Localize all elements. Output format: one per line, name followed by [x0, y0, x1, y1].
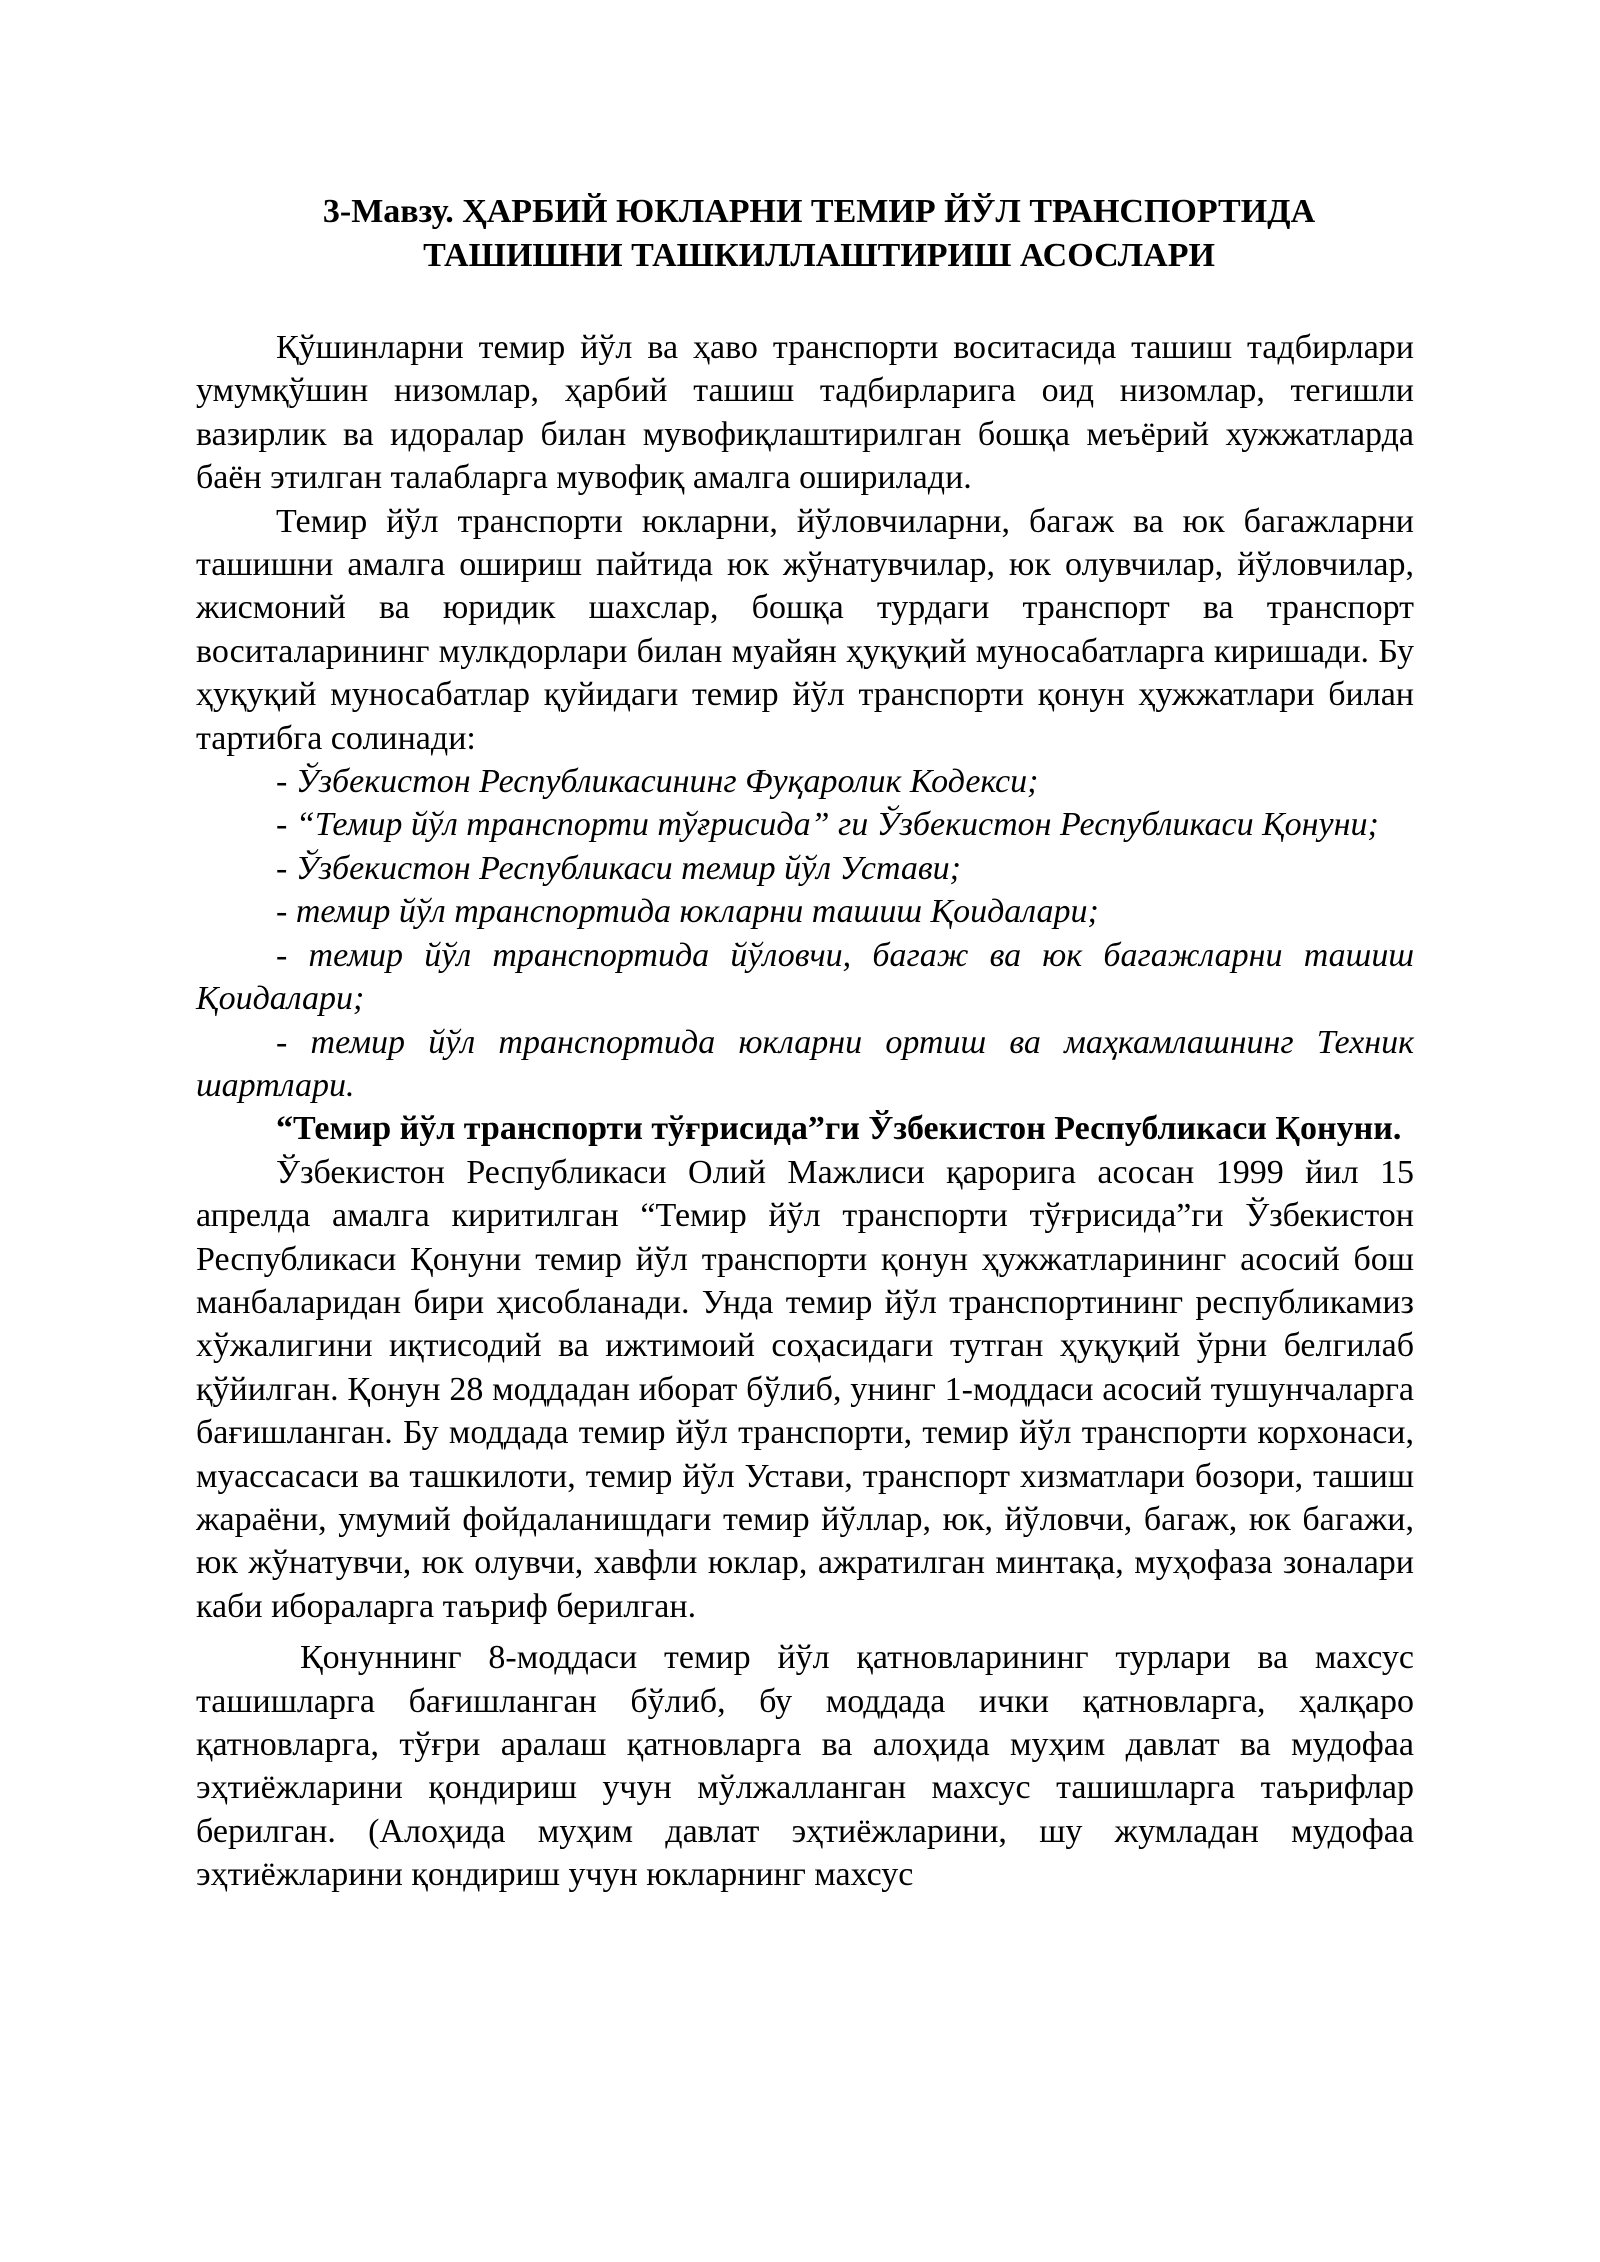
- title-line-1: 3-Мавзу. ҲАРБИЙ ЮКЛАРНИ ТЕМИР ЙЎЛ ТРАНСПОРТИДА: [322, 193, 1316, 230]
- list-item-civil-code: - Ўзбекистон Республикасининг Фуқаролик Кодекси;: [276, 763, 1039, 801]
- list-item-railway-law: - “Темир йўл транспорти тўғрисида” ги Ўзбекистон Республикаси Қонуни;: [276, 806, 1379, 844]
- list-item-cargo-rules: - темир йўл транспортида юкларни ташиш Қоидалари;: [276, 893, 1099, 931]
- title-line-2: ТАШИШНИ ТАШКИЛЛАШТИРИШ АСОСЛАРИ: [423, 237, 1215, 274]
- intro-paragraph: Қўшинларни темир йўл ва ҳаво транспорти воситасида ташиш тадбирлари умумқўшин низомлар, ҳарбий ташиш тадбирларига оид низомлар, тегишли вазирлик ва идоралар билан мувофиқлаштирилган бошқа меъёрий хужжатларда баён этилган талабларга мувофиқ амалга оширилади.: [196, 329, 1414, 497]
- list-item-passenger-rules: - темир йўл транспортида йўловчи, багаж ва юк багажларни ташиш Қоидалари;: [196, 936, 1414, 1018]
- law-paragraph-2: Қонуннинг 8-моддаси темир йўл қатновларининг турлари ва махсус ташишларга бағишланган бўлиб, бу моддада ички қатновларга, ҳалқаро қатновларга, тўғри аралаш қатновларга ва алоҳида муҳим давлат ва мудофаа эҳтиёжларини қондириш учун мўлжалланган махсус ташишларга таърифлар берилган. (Алоҳида муҳим давлат эҳтиёжларини, шу жумладан мудофаа эҳтиёжларини қондириш учун юкларнинг махсус: [196, 1639, 1414, 1894]
- law-paragraph-1: Ўзбекистон Республикаси Олий Мажлиси қарорига асосан 1999 йил 15 апрелда амалга киритилган “Темир йўл транспорти тўғрисида”ги Ўзбекистон Республикаси Қонуни темир йўл транспорти қонун ҳужжатларининг асосий бош манбаларидан бири ҳисобланади. Унда темир йўл транспортининг республикамиз хўжалигини иқтисодий ва ижтимоий соҳасидаги тутган ҳуқуқий ўрни белгилаб қўйилган. Қонун 28 моддадан иборат бўлиб, унинг 1-моддаси асосий тушунчаларга бағишланган. Бу моддада темир йўл транспорти, темир йўл транспорти корхонаси, муассасаси ва ташкилоти, темир йўл Устави, транспорт хизматлари бозори, ташиш жараёни, умумий фойдаланишдаги темир йўллар, юк, йўловчи, багаж, юк багажи, юк жўнатувчи, юк олувчи, хавфли юклар, ажратилган минтақа, муҳофаза зоналари каби ибораларга таъриф берилган.: [196, 1153, 1414, 1625]
- legal-relations-paragraph: Темир йўл транспорти юкларни, йўловчиларни, багаж ва юк багажларни ташишни амалга ошириш пайтида юк жўнатувчилар, юк олувчилар, йўловчилар, жисмоний ва юридик шахслар, бошқа турдаги транспорт ва транспорт воситаларининг мулкдорлари билан муайян ҳуқуқий муносабатларга киришади. Бу ҳуқуқий муносабатлар қуйидаги темир йўл транспорти қонун ҳужжатлари билан тартибга солинади:: [196, 502, 1414, 757]
- list-item-technical-conditions: - темир йўл транспортида юкларни ортиш ва маҳкамлашнинг Техник шартлари.: [196, 1023, 1414, 1104]
- document-body: [196, 190, 1414, 1897]
- document-title: [196, 190, 1414, 278]
- section-heading: “Темир йўл транспорти тўғрисида”ги Ўзбекистон Республикаси Қонуни.: [276, 1110, 1402, 1148]
- list-item-railway-charter: - Ўзбекистон Республикаси темир йўл Устави;: [276, 849, 961, 887]
